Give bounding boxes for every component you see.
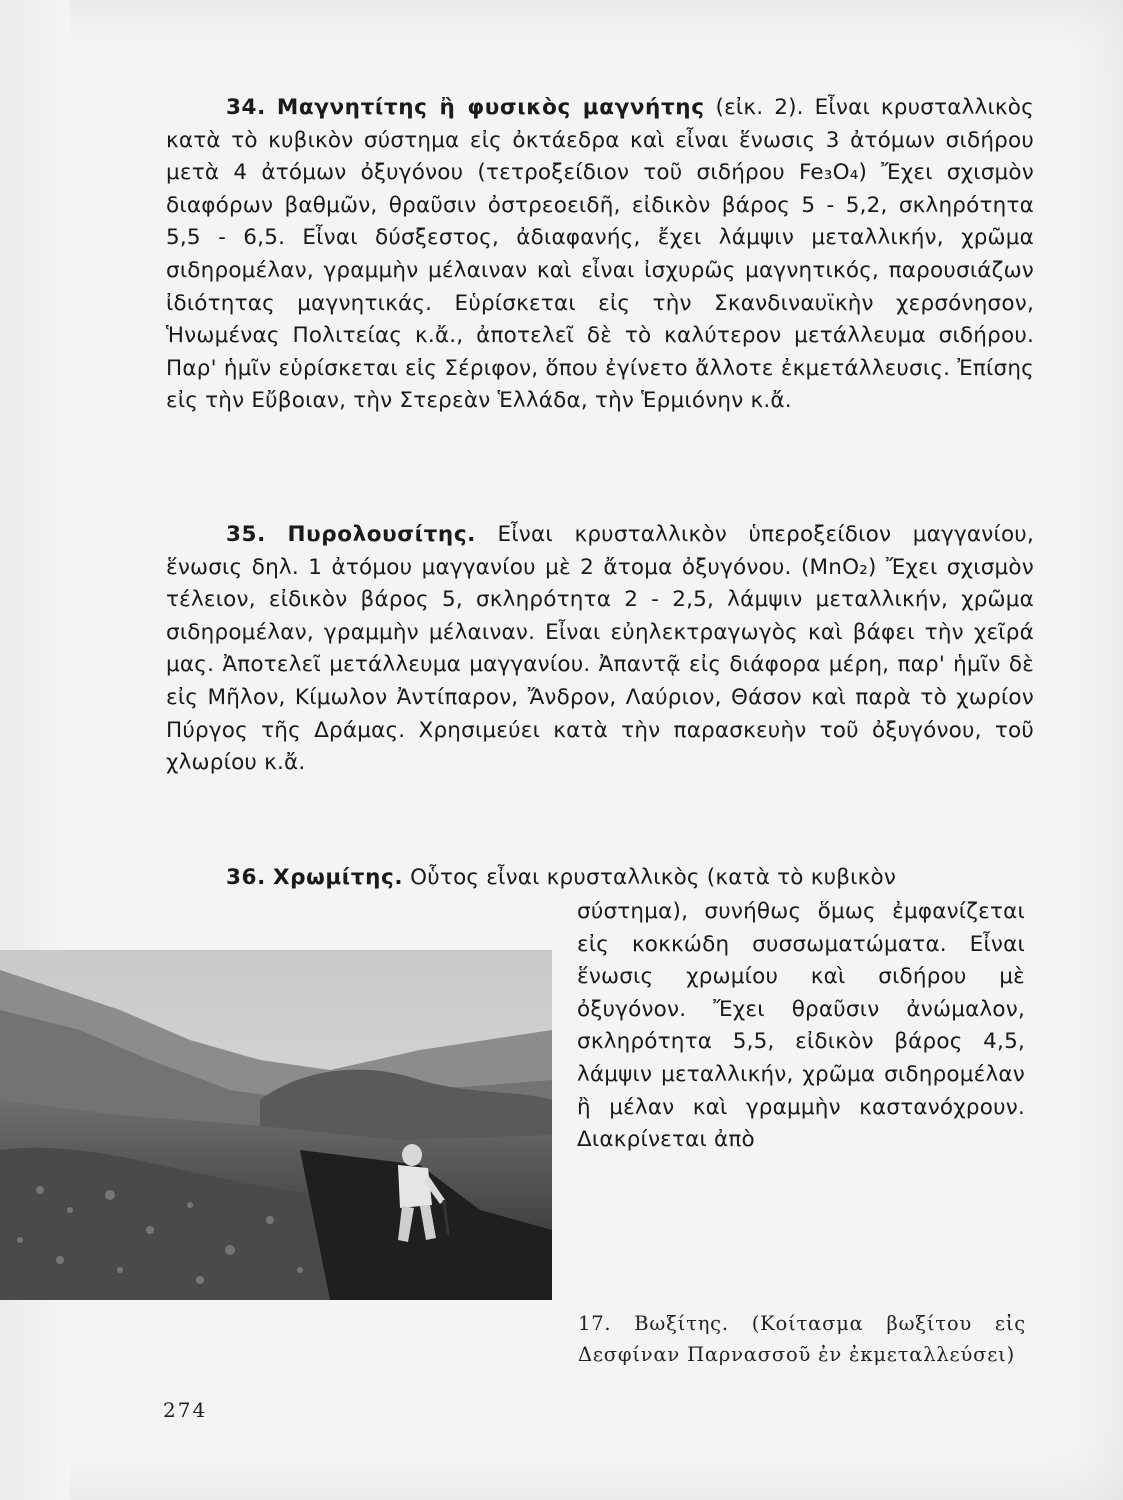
section-34 xyxy=(166,92,1034,418)
section-36-continuation xyxy=(577,896,1025,1157)
page-number: 274 xyxy=(163,1398,208,1422)
section-35-title: Πυρολουσίτης. xyxy=(287,522,476,547)
section-36-number: 36. xyxy=(226,865,266,890)
section-35 xyxy=(166,519,1034,780)
figure-caption xyxy=(578,1308,1026,1370)
section-36-title: Χρωμίτης. xyxy=(272,865,404,890)
section-35-body: Εἶναι κρυσταλλικὸν ὑπεροξείδιον μαγγανίου, ἕνωσις δηλ. 1 ἀτόμου μαγγανίου μὲ 2 ἄτομα ὀξυγόνου. (MnO₂) Ἔχει σχισμὸν τέλειον, εἰδικὸν βάρος 5, σκληρότητα 2 - 2,5, λάμψιν μεταλλικήν, χρῶμα σιδηρομέλαν, γραμμὴν μέλαιναν. Εἶναι εὐηλεκτραγωγὸς καὶ βάφει τὴν χεῖρά μας. Ἀποτελεῖ μετάλλευμα μαγγανίου. Ἀπαντᾷ εἰς διάφορα μέρη, παρ' ἡμῖν δὲ εἰς Μῆλον, Κίμωλον Ἀντίπαρον, Ἄνδρον, Λαύριον, Θάσον καὶ παρὰ τὸ χωρίον Πύργος τῆς Δράμας. Χρησιμεύει κατὰ τὴν παρασκευὴν τοῦ ὀξυγόνου, τοῦ χλωρίου κ.ἄ. xyxy=(166,522,1034,776)
section-36 xyxy=(166,862,1034,895)
section-34-body: (εἰκ. 2). Εἶναι κρυσταλλικὸς κατὰ τὸ κυβικὸν σύστημα εἰς ὀκτάεδρα καὶ εἶναι ἕνωσις 3 ἀτόμων σιδήρου μετὰ 4 ἀτόμων ὀξυγόνου (τετροξείδιον τοῦ σιδήρου Fe₃O₄) Ἔχει σχισμὸν διαφόρων βαθμῶν, θραῦσιν ὀστρεοειδῆ, εἰδικὸν βάρος 5 - 5,2, σκληρότητα 5,5 - 6,5. Εἶναι δύσξεστος, ἀδιαφανής, ἔχει λάμψιν μεταλλικήν, χρῶμα σιδηρομέλαν, γραμμὴν μέλαιναν καὶ εἶναι ἰσχυρῶς μαγνητικός, παρουσιάζων ἰδιότητας μαγνητικάς. Εὑρίσκεται εἰς τὴν Σκανδιναυϊκὴν χερσόνησον, Ἡνωμένας Πολιτείας κ.ἄ., ἀποτελεῖ δὲ τὸ καλύτερον μετάλλευμα σιδήρου. Παρ' ἡμῖν εὑρίσκεται εἰς Σέριφον, ὅπου ἐγίνετο ἄλλοτε ἐκμετάλλευσις. Ἐπίσης εἰς τὴν Εὔβοιαν, τὴν Στερεὰν Ἑλλάδα, τὴν Ἑρμιόνην κ.ἄ. xyxy=(166,95,1034,414)
section-34-paragraph xyxy=(166,92,1034,418)
section-34-title: Μαγνητίτης ἢ φυσικὸς μαγνήτης xyxy=(276,95,705,120)
section-35-number: 35. xyxy=(226,522,266,547)
section-35-paragraph xyxy=(166,519,1034,780)
bauxite-quarry-photo xyxy=(0,950,552,1300)
section-34-number: 34. xyxy=(226,95,266,120)
section-36-continuation-text: σύστημα), συνήθως ὅμως ἐμφανίζεται εἰς κοκκώδη συσσωματώματα. Εἶναι ἕνωσις χρωμίου καὶ σιδήρου μὲ ὀξυγόνον. Ἔχει θραῦσιν ἀνώμαλον, σκληρότητα 5,5, εἰδικὸν βάρος 4,5, λάμψιν μεταλλικήν, χρῶμα σιδηρομέλαν ἢ μέλαν καὶ γραμμὴν καστανόχρουν. Διακρίνεται ἀπὸ xyxy=(577,899,1025,1153)
photo-illustration xyxy=(0,950,552,1300)
figure-caption-text: 17. Βωξίτης. (Κοίτασμα βωξίτου εἰς Δεσφίναν Παρνασσοῦ ἐν ἐκμεταλλεύσει) xyxy=(578,1312,1026,1366)
section-36-paragraph xyxy=(166,862,1034,895)
section-36-body: Οὗτος εἶναι κρυσταλλικὸς (κατὰ τὸ κυβικὸν xyxy=(403,865,897,890)
